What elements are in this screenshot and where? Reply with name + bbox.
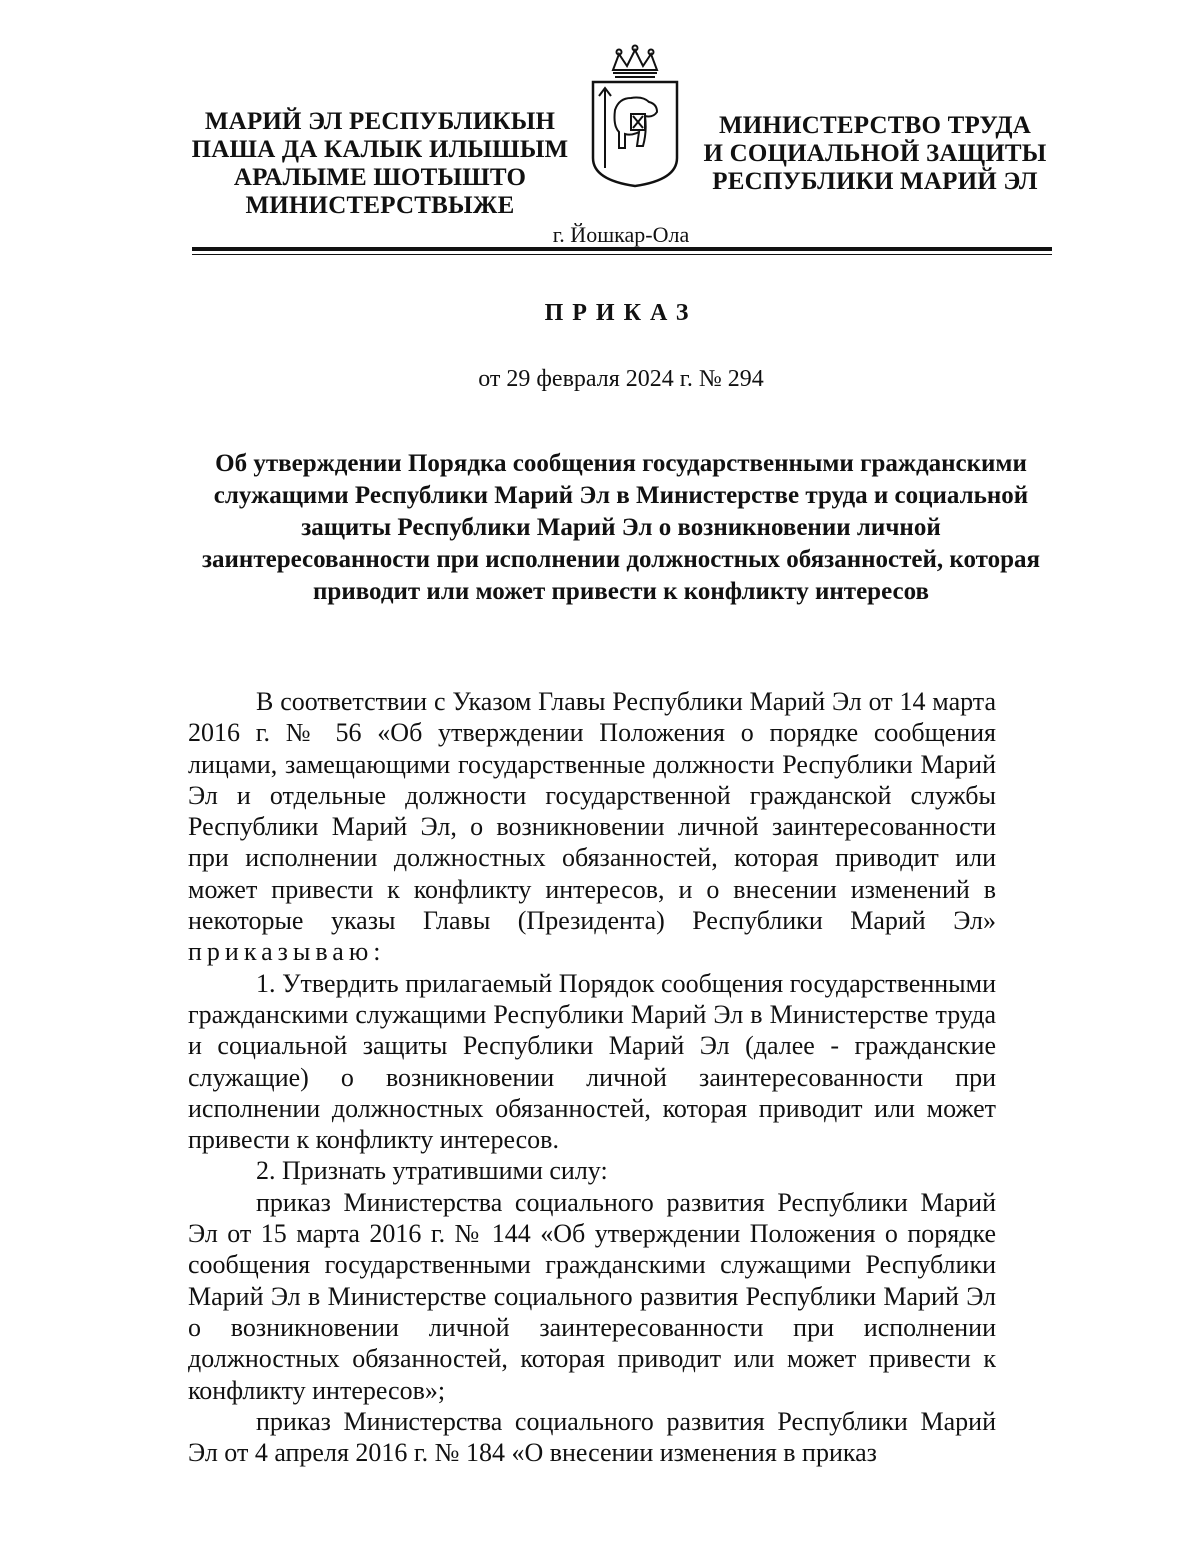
header-right-line: РЕСПУБЛИКИ МАРИЙ ЭЛ [712,168,1038,195]
header-left-line: МИНИСТЕРСТВЫЖЕ [245,192,515,219]
preamble-text: В соответствии с Указом Главы Республики Марий Эл от 14 марта 2016 г. № 56 «Об утверждении Положения о порядке сообщения лицами, замещающими государственные должности Республики Марий Эл и отдельные должности государственной гражданской службы Республики Марий Эл, о возникновении личной заинтересованности при исполнении должностных обязанностей, которая приводит или может привести к конфликту интересов, и о внесении изменений в некоторые указы Главы (Президента) Республики Марий Эл» [188,687,996,936]
header-right-line: И СОЦИАЛЬНОЙ ЗАЩИТЫ [703,140,1047,167]
paragraph-repealed-2: приказ Министерства социального развития Республики Марий Эл от 4 апреля 2016 г. № 184 «О внесении изменения в приказ [188,1406,996,1468]
header-right-ministry-ru [690,112,1060,196]
header-left-line: МАРИЙ ЭЛ РЕСПУБЛИКЫН [204,108,556,135]
paragraph-item-1: 1. Утвердить прилагаемый Порядок сообщения государственными гражданскими служащими Республики Марий Эл в Министерстве труда и социальной защиты Республики Марий Эл (далее - гражданские служащие) о возникновении личной заинтересованности при исполнении должностных обязанностей, которая приводит или может привести к конфликту интересов. [188,968,996,1155]
order-body [188,686,996,1468]
header-divider-thin [192,254,1052,255]
order-date-number: от 29 февраля 2024 г. № 294 [478,366,764,392]
header-divider [192,247,1052,251]
paragraph-item-2: 2. Признать утратившими силу: [256,1156,608,1186]
header-right-line: МИНИСТЕРСТВО ТРУДА [718,112,1031,139]
order-subject-heading: Об утверждении Порядка сообщения государственными гражданскими служащими Республики Марий Эл в Министерстве труда и социальной защиты Республики Марий Эл о возникновении личной заинтересованности при исполнении должностных обязанностей, которая приводит или может привести к конфликту интересов [201,450,1041,605]
city-name: г. Йошкар-Ола [552,222,690,247]
paragraph-preamble [188,686,996,968]
header-left-line: АРАЛЫМЕ ШОТЫШТО [233,164,527,191]
order-title: ПРИКАЗ [544,300,698,326]
header-left-ministry-mari [190,108,570,220]
paragraph-repealed-1: приказ Министерства социального развития Республики Марий Эл от 15 марта 2016 г. № 144 «Об утверждении Положения о порядке сообщения государственными гражданскими служащими Республики Марий Эл в Министерстве социального развития Республики Марий Эл о возникновении личной заинтересованности при исполнении должностных обязанностей, которая приводит или может привести к конфликту интересов»; [188,1187,996,1405]
header-left-line: ПАША ДА КАЛЫК ИЛЫШЫМ [191,136,569,163]
preamble-order-word: приказываю: [188,937,386,967]
coat-of-arms-icon [585,40,685,190]
